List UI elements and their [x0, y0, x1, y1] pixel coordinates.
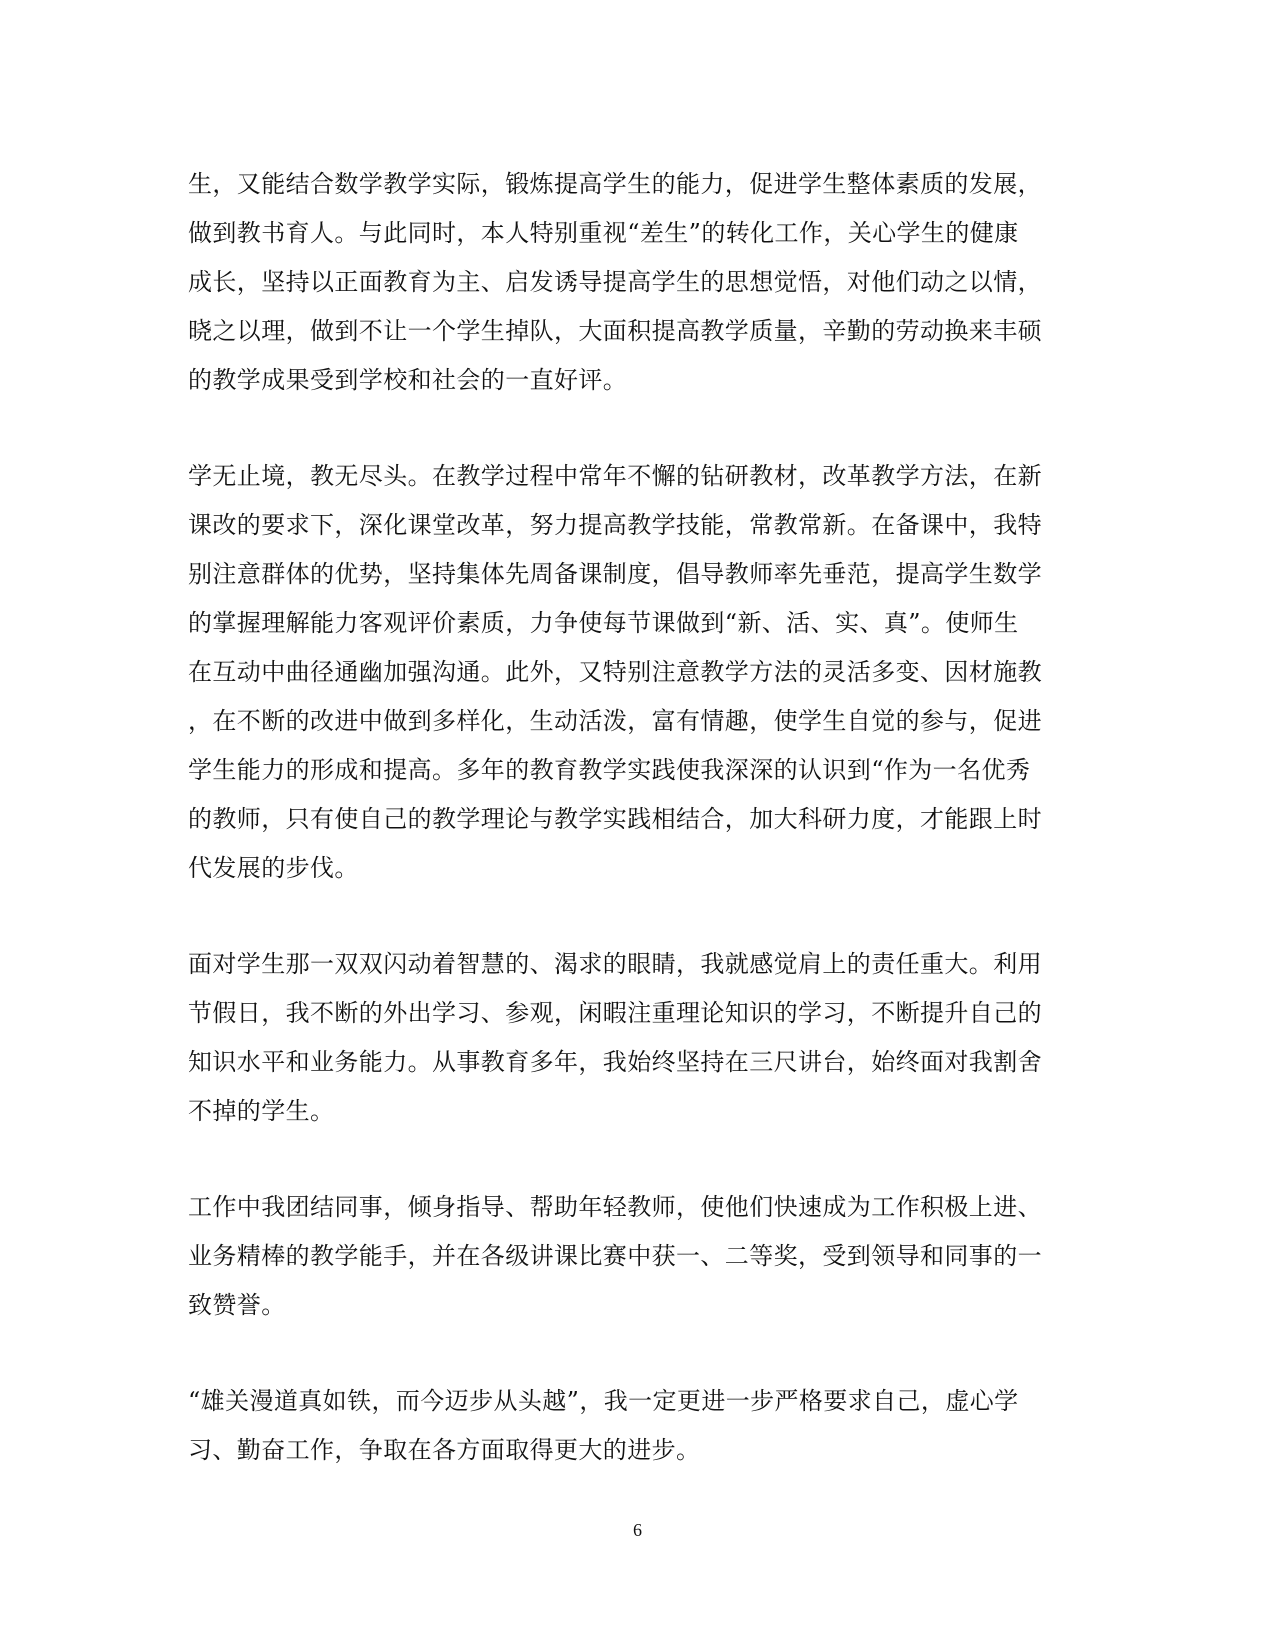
paragraph-5	[188, 1377, 1060, 1475]
text-line: 不掉的学生。	[188, 1097, 335, 1125]
text-line: 学生能力的形成和提高。多年的教育教学实践使我深深的认识到“作为一名优秀	[188, 756, 1031, 784]
paragraph-1	[188, 160, 1060, 405]
paragraph-3	[188, 940, 1060, 1136]
text-line: 代发展的步伐。	[188, 854, 359, 882]
text-line: 的掌握理解能力客观评价素质，力争使每节课做到“新、活、实、真”。使师生	[188, 609, 1019, 637]
text-line: 学无止境，教无尽头。在教学过程中常年不懈的钻研教材，改革教学方法，在新	[188, 462, 1042, 490]
text-line: 习、勤奋工作，争取在各方面取得更大的进步。	[188, 1436, 701, 1464]
text-line: 做到教书育人。与此同时，本人特别重视“差生”的转化工作，关心学生的健康	[188, 219, 1019, 247]
text-line: 业务精棒的教学能手，并在各级讲课比赛中获一、二等奖，受到领导和同事的一	[188, 1242, 1042, 1270]
page-number: 6	[633, 1520, 642, 1540]
text-line: 致赞誉。	[188, 1291, 286, 1319]
text-line: 的教学成果受到学校和社会的一直好评。	[188, 366, 628, 394]
paragraph-4	[188, 1183, 1060, 1330]
text-line: 别注意群体的优势，坚持集体先周备课制度，倡导教师率先垂范，提高学生数学	[188, 560, 1042, 588]
text-line: 课改的要求下，深化课堂改革，努力提高教学技能，常教常新。在备课中，我特	[188, 511, 1042, 539]
text-line: 工作中我团结同事，倾身指导、帮助年轻教师，使他们快速成为工作积极上进、	[188, 1193, 1042, 1221]
text-line: 知识水平和业务能力。从事教育多年，我始终坚持在三尺讲台，始终面对我割舍	[188, 1048, 1042, 1076]
text-line: 成长，坚持以正面教育为主、启发诱导提高学生的思想觉悟，对他们动之以情，	[188, 268, 1042, 296]
paragraph-2	[188, 452, 1060, 893]
text-line: 生，又能结合数学教学实际，锻炼提高学生的能力，促进学生整体素质的发展，	[188, 170, 1042, 198]
text-line: 面对学生那一双双闪动着智慧的、渴求的眼睛，我就感觉肩上的责任重大。利用	[188, 950, 1042, 978]
text-line: 节假日，我不断的外出学习、参观，闲暇注重理论知识的学习，不断提升自己的	[188, 999, 1042, 1027]
body-text	[188, 160, 1060, 1522]
text-line: 晓之以理，做到不让一个学生掉队，大面积提高教学质量，辛勤的劳动换来丰硕	[188, 317, 1042, 345]
text-line: “雄关漫道真如铁，而今迈步从头越”，我一定更进一步严格要求自己，虚心学	[188, 1387, 1019, 1415]
text-line: ，在不断的改进中做到多样化，生动活泼，富有情趣，使学生自觉的参与，促进	[188, 707, 1042, 735]
text-line: 的教师，只有使自己的教学理论与教学实践相结合，加大科研力度，才能跟上时	[188, 805, 1042, 833]
text-line: 在互动中曲径通幽加强沟通。此外，又特别注意教学方法的灵活多变、因材施教	[188, 658, 1042, 686]
